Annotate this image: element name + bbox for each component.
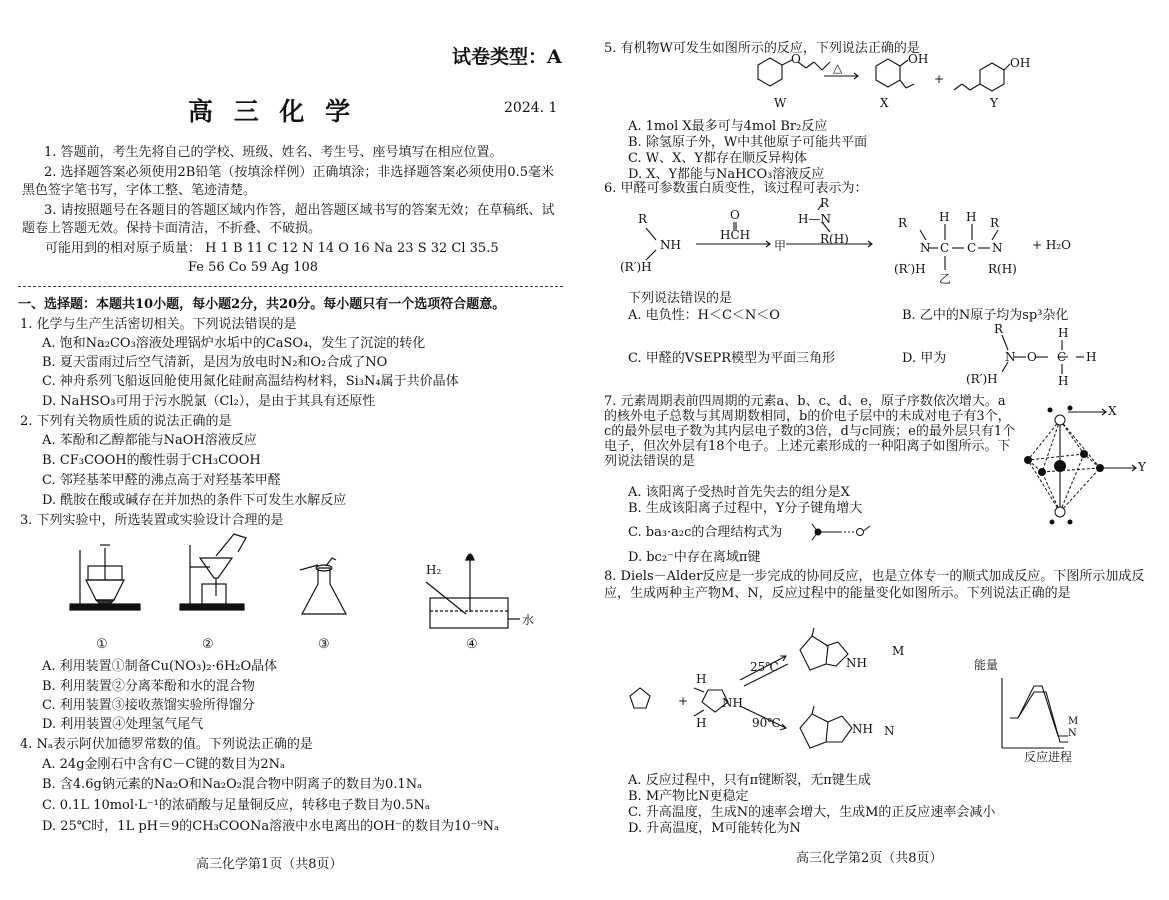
y-oh-label: OH xyxy=(1010,56,1031,70)
q6-sub: 下列说法错误的是 xyxy=(628,291,733,306)
x-oh-label: OH xyxy=(908,52,929,66)
q2-option-b: B. CF₃COOH的酸性弱于CH₃COOH xyxy=(42,453,261,468)
page-title: 高 三 化 学 xyxy=(188,97,357,126)
q6-rh-product: (R′)H xyxy=(894,262,926,276)
q1-option-a: A. 饱和Na₂CO₃溶液处理锅炉水垢中的CaSO₄，发生了沉淀的转化 xyxy=(42,336,426,351)
q6-option-d: D. 甲为 xyxy=(902,351,947,366)
q6-nh: NH xyxy=(660,238,681,252)
q8-25c: 25℃ xyxy=(750,660,779,674)
q6-h-top-left: H xyxy=(939,210,950,224)
q3-option-c: C. 利用装置③接收蒸馏实验所得馏分 xyxy=(42,698,255,713)
progress-axis-label: 反应进程 xyxy=(1024,750,1073,764)
q4-option-b: B. 含4.6g钠元素的Na₂O和Na₂O₂混合物中阴离子的数目为0.1Nₐ xyxy=(42,777,423,792)
q4-stem: 4. Nₐ表示阿伏加德罗常数的值。下列说法正确的是 xyxy=(20,737,313,752)
q8-reaction-figure xyxy=(590,0,1169,900)
q4-option-d: D. 25℃时，1L pH＝9的CH₃COONa溶液中水电离出的OH⁻的数目为10⁻⁹Nₐ xyxy=(42,819,500,834)
q7-option-a: A. 该阳离子受热时首先失去的组分是X xyxy=(628,485,850,500)
q7-option-c: C. ba₃·a₂c的合理结构式为 xyxy=(628,525,783,540)
jia-h-top: H xyxy=(1058,326,1069,340)
q6-option-c: C. 甲醛的VSEPR模型为平面三角形 xyxy=(628,351,836,366)
q4-option-a: A. 24g金刚石中含有C－C键的数目为2Nₐ xyxy=(42,757,286,772)
x-label: X xyxy=(880,96,889,110)
h2-label: H₂ xyxy=(426,563,442,577)
q7-stem: 7. 元素周期表前四周期的元素a、b、c、d、e，原子序数依次增大。a的核外电子总数与其周期数相同，b的价电子层中的未成对电子有3个，c的最外层电子数为其内层电子数的3倍，d与c同族；e的最外层只有1个电子，但次外层有18个电子。上述元素形成的一种阳离子如图所示。下列说法错误的是 xyxy=(604,394,1016,469)
q2-stem: 2. 下列有关物质性质的说法正确的是 xyxy=(20,414,232,429)
q1-option-c: C. 神舟系列飞船返回舱使用氮化硅耐高温结构材料，Si₃N₄属于共价晶体 xyxy=(42,374,459,389)
w-oxygen-label: O xyxy=(791,52,801,66)
apparatus-label-1: ① xyxy=(96,637,108,652)
q8-option-b: B. M产物比N更稳定 xyxy=(628,789,749,804)
q8-m-label: M xyxy=(892,644,905,658)
q6-r-left: R xyxy=(638,212,648,226)
jia-c-label: C xyxy=(1057,350,1067,364)
q2-option-d: D. 酰胺在酸或碱存在并加热的条件下可发生水解反应 xyxy=(42,493,347,508)
q8-90c: 90℃ xyxy=(752,716,781,730)
q6-r-h-product: R(H) xyxy=(988,262,1017,276)
energy-diagram xyxy=(1002,678,1068,748)
q6-c-left: C xyxy=(940,241,950,255)
q6-rh-left: (R′)H xyxy=(620,260,652,274)
exam-date: 2024. 1 xyxy=(504,100,558,116)
page-footer-right: 高三化学第2页（共8页） xyxy=(796,851,943,866)
page-footer-left: 高三化学第1页（共8页） xyxy=(196,857,343,872)
jia-n-label: N xyxy=(1005,350,1016,364)
q8-option-a: A. 反应过程中，只有π键断裂，无π键生成 xyxy=(628,773,871,788)
q1-stem: 1. 化学与生产生活密切相关。下列说法错误的是 xyxy=(20,317,297,332)
q8-n-label: N xyxy=(884,724,895,738)
right-page xyxy=(590,0,1169,900)
q6-r-mid: R xyxy=(820,196,830,210)
q2-option-a: A. 苯酚和乙醇都能与NaOH溶液反应 xyxy=(42,433,257,448)
apparatus-label-2: ② xyxy=(202,637,214,652)
notice-2: 2. 选择题答案必须使用2B铅笔（按填涂样例）正确填涂；非选择题答案必须使用0.5毫米黑色签字笔书写，字体工整、笔迹清楚。 xyxy=(22,165,555,198)
q5-option-a: A. 1mol X最多可与4mol Br₂反应 xyxy=(628,119,828,134)
q7-option-b: B. 生成该阳离子过程中，Y分子键角增大 xyxy=(628,501,863,516)
section-heading: 一、选择题：本题共10小题，每小题2分，共20分。每小题只有一个选项符合题意。 xyxy=(18,297,506,312)
heat-label: △ xyxy=(833,61,843,75)
q8-nh: NH xyxy=(722,696,743,710)
notice-1: 1. 答题前，考生先将自己的学校、班级、姓名、考生号、座号填写在相应位置。 xyxy=(44,145,503,160)
apparatus-3-conical-flask xyxy=(300,558,346,614)
apparatus-2-filtration xyxy=(180,534,246,610)
apparatus-label-4: ④ xyxy=(466,637,478,652)
exam-type: 试卷类型：A xyxy=(452,46,562,68)
w-label: W xyxy=(774,96,787,110)
q6-r-h-mid: R(H) xyxy=(820,232,849,246)
q8-h-top: H xyxy=(696,672,707,686)
q6-r-product-left: R xyxy=(898,216,908,230)
energy-axis-label: 能量 xyxy=(974,658,999,672)
jia-o-label: O xyxy=(1027,350,1037,364)
q6-water: + H₂O xyxy=(1032,238,1071,252)
q6-stem: 6. 甲醛可参数蛋白质变性，该过程可表示为： xyxy=(604,181,868,196)
q8-plus: + xyxy=(678,694,689,708)
q5-option-d: D. X、Y都能与NaHCO₃溶液反应 xyxy=(628,167,825,182)
q3-option-a: A. 利用装置①制备Cu(NO₃)₂·6H₂O晶体 xyxy=(42,659,278,674)
q8-nh-m: NH xyxy=(846,656,867,670)
q6-option-b: B. 乙中的N原子均为sp³杂化 xyxy=(902,308,1069,323)
atomic-mass-line-1: 可能用到的相对原子质量： H 1 B 11 C 12 N 14 O 16 Na 23 S 32 Cl 35.5 xyxy=(45,241,499,256)
plus-sign: + xyxy=(934,72,945,86)
notice-3: 3. 请按照题号在各题目的答题区域内作答，超出答题区域书写的答案无效；在草稿纸、试题卷上答题无效。保持卡面清洁，不折叠、不破损。 xyxy=(22,203,555,236)
q8-h-bottom: H xyxy=(696,716,707,730)
q8-nh-n: NH xyxy=(852,722,873,736)
q5-stem: 5. 有机物W可发生如图所示的反应，下列说法正确的是 xyxy=(604,41,920,56)
left-page xyxy=(0,0,580,900)
y-label: Y xyxy=(990,96,998,110)
jia-h-bottom: H xyxy=(1058,374,1069,388)
q6-n-right: N xyxy=(992,241,1003,255)
q6-r-product-right: R xyxy=(990,216,1000,230)
q8-option-d: D. 升高温度，M可能转化为N xyxy=(628,821,801,836)
q6-option-a: A. 电负性：H＜C＜N＜O xyxy=(628,308,780,323)
jia-h-right: H xyxy=(1086,350,1097,364)
q6-formaldehyde-o: O xyxy=(730,208,740,222)
axis-x-label: X xyxy=(1108,404,1117,418)
q4-option-c: C. 0.1L 10mol·L⁻¹的浓硝酸与足量铜反应，转移电子数目为0.5Nₐ xyxy=(42,798,430,813)
q1-option-b: B. 夏天雷雨过后空气清新，是因为放电时N₂和O₂合成了NO xyxy=(42,355,388,370)
q3-option-d: D. 利用装置④处理氢气尾气 xyxy=(42,717,204,732)
q3-option-b: B. 利用装置②分离苯酚和水的混合物 xyxy=(42,679,255,694)
apparatus-label-3: ③ xyxy=(318,637,330,652)
q6-h-top-right: H xyxy=(966,210,977,224)
q1-option-d: D. NaHSO₃可用于污水脱氯（Cl₂），是由于其具有还原性 xyxy=(42,394,376,409)
q6-n-left: N xyxy=(920,241,931,255)
q6-yi: 乙 xyxy=(939,272,952,286)
q6-hch: HCH xyxy=(720,228,751,242)
q3-stem: 3. 下列实验中，所选装置或实验设计合理的是 xyxy=(20,513,284,528)
apparatus-1-evaporation xyxy=(70,545,140,610)
water-label: 水 xyxy=(522,613,535,627)
axis-y-label: Y xyxy=(1138,460,1146,474)
q5-option-b: B. 除氢原子外，W中其他原子可能共平面 xyxy=(628,135,868,150)
furan-ring xyxy=(630,688,650,708)
jia-r-label: R xyxy=(994,322,1004,336)
q8-option-c: C. 升高温度，生成N的速率会增大，生成M的正反应速率会减小 xyxy=(628,805,996,820)
q5-option-c: C. W、X、Y都存在顺反异构体 xyxy=(628,151,807,166)
q6-c-right: C xyxy=(967,241,977,255)
energy-n-label: N xyxy=(1068,728,1077,739)
energy-m-label: M xyxy=(1068,716,1079,727)
q2-option-c: C. 邻羟基苯甲醛的沸点高于对羟基苯甲醛 xyxy=(42,473,281,488)
atomic-mass-line-2: Fe 56 Co 59 Ag 108 xyxy=(188,260,319,275)
q7-option-d: D. bc₂⁻中存在离域π键 xyxy=(628,550,761,565)
q8-stem: 8. Diels－Alder反应是一步完成的协同反应，也是立体专一的顺式加成反应。下图所示加成反应，生成两种主产物M、N，反应过程中的能量变化如图所示。下列说法正确的是 xyxy=(604,569,1145,601)
q6-hn: H—N xyxy=(798,212,831,226)
q6-jia: 甲 xyxy=(774,239,787,253)
jia-rh-label: (R′)H xyxy=(966,372,998,386)
